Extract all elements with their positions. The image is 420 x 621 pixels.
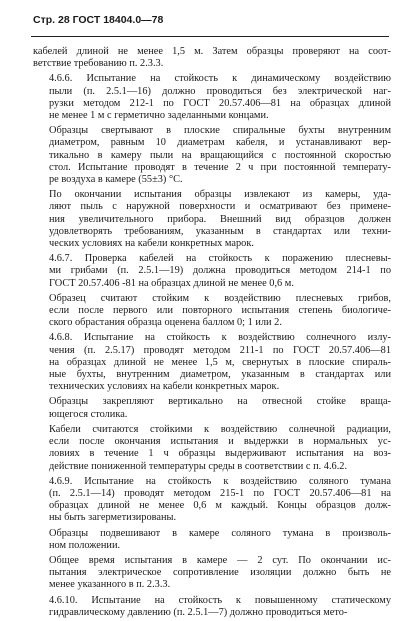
- paragraph: [33, 253, 391, 290]
- paragraph: [33, 595, 391, 619]
- text-line: ляют пыль с наружной поверхности и осматривают без примене-: [49, 201, 391, 213]
- text-line: чения (п. 2.5.17) проводят методом 211-1 по ГОСТ 20.57.406—81: [49, 344, 391, 356]
- text-line: ветствие требованию п. 2.3.3.: [33, 58, 164, 70]
- text-line: 4.6.7. Проверка кабелей на стойкость к поражению плесневы-: [49, 253, 391, 265]
- text-line: менее указанного в п. 2.3.3.: [49, 579, 171, 591]
- text-line: Образцы свертывают в плоские спиральные бухты внутренним: [49, 125, 391, 137]
- text-line: ющегося столика.: [49, 408, 128, 420]
- text-line: ческих условиях на кабели конкретных марок.: [49, 238, 254, 250]
- text-line: тикально в камеру пыли на вращающийся с постоянной скоростью: [49, 149, 391, 161]
- document-body: [33, 46, 391, 619]
- text-line: ского обрастания образца оценена баллом 0; 1 или 2.: [49, 317, 282, 329]
- text-line: Кабели считаются стойкими к воздействию солнечной радиации,: [49, 423, 391, 435]
- text-line: Образцы подвешивают в камере соляного тумана в произволь-: [49, 527, 391, 539]
- header-rule: [31, 36, 389, 37]
- text-line: Образец считают стойким к воздействию плесневых грибов,: [49, 292, 391, 304]
- paragraph: [33, 332, 391, 393]
- paragraph: [33, 189, 391, 250]
- text-line: технических условиях на кабели конкретных марок.: [49, 381, 280, 393]
- text-line: 4.6.8. Испытание на стойкость к воздействию солнечного излу-: [49, 332, 391, 344]
- paragraph: [33, 293, 391, 330]
- text-line: пытания электрическое сопротивление изоляции должно быть не: [49, 567, 391, 579]
- paragraph: [33, 476, 391, 525]
- text-line: 4.6.6. Испытание на стойкость к динамическому воздействию: [49, 73, 391, 85]
- text-line: гидравлическому давлению (п. 2.5.1—7) должно проводиться мето-: [49, 606, 348, 618]
- paragraph: [33, 424, 391, 473]
- text-line: 4.6.9. Испытание на стойкость к воздействию соляного тумана: [49, 475, 391, 487]
- text-line: диаметром, равным 10 диаметрам кабеля, и устанавливают вер-: [49, 137, 391, 149]
- text-line: удовлетворять требованиям, указанным в стандартах или техни-: [49, 225, 391, 237]
- paragraph: [33, 73, 391, 122]
- paragraph: [33, 555, 391, 592]
- text-line: стол. Испытание проводят в течение 2 ч при постоянной температу-: [49, 161, 391, 173]
- text-line: ГОСТ 20.57.406 -81 на образцах длиной не менее 0,6 м.: [49, 277, 294, 289]
- text-line: ре воздуха в камере (55±3) °С.: [49, 174, 183, 186]
- paragraph: [33, 396, 391, 420]
- text-line: не менее 1 м с герметично заделанными концами.: [49, 110, 269, 122]
- text-line: (п. 2.5.1—14) проводят методом 215-1 по ГОСТ 20.57.406—81 на: [49, 487, 391, 499]
- text-line: ния увеличительного прибора. Внешний вид образцов должен: [49, 213, 391, 225]
- paragraph: [33, 528, 391, 552]
- text-line: рузки методом 212-1 по ГОСТ 20.57.406—81 на образцах длиной: [49, 97, 391, 109]
- text-line: По окончании испытания образцы извлекают из камеры, уда-: [49, 189, 391, 201]
- text-line: ном положении.: [49, 539, 121, 551]
- text-line: образцах длиной не менее 0,6 м каждый. Концы образцов долж-: [49, 500, 391, 512]
- text-line: 4.6.10. Испытание на стойкость к повышенному статическому: [49, 594, 391, 606]
- text-line: если после первого или повторного испытания степень биологиче-: [49, 305, 391, 317]
- paragraph: [33, 46, 391, 70]
- text-line: пыли (п. 2.5.1—16) должно проводиться без электрической наг-: [49, 85, 391, 97]
- text-line: на образцах длиной не менее 1,5 м, свернутых в плоские спираль-: [49, 356, 391, 368]
- text-line: ми грибами (п. 2.5.1—19) должна проводиться методом 214-1 по: [49, 265, 391, 277]
- text-line: ловиях в течение 1 ч образцы выдерживают испытания на воз-: [49, 448, 391, 460]
- text-line: Образцы закрепляют вертикально на отвесной стойке враща-: [49, 396, 391, 408]
- text-line: ны быть загерметизированы.: [49, 512, 177, 524]
- text-line: Общее время испытания в камере — 2 сут. По окончании ис-: [49, 554, 391, 566]
- paragraph: [33, 125, 391, 186]
- text-line: ные бухты, внутренним диаметром, указанным в стандартах или: [49, 369, 391, 381]
- text-line: действие пониженной температуры среды в соответствии с п. 4.6.2.: [49, 460, 348, 472]
- text-line: кабелей длиной не менее 1,5 м. Затем образцы проверяют на соот-: [33, 46, 391, 57]
- text-line: если после окончания испытания и выдержки в нормальных ус-: [49, 436, 391, 448]
- page-header: Стр. 28 ГОСТ 18404.0—78: [33, 14, 164, 26]
